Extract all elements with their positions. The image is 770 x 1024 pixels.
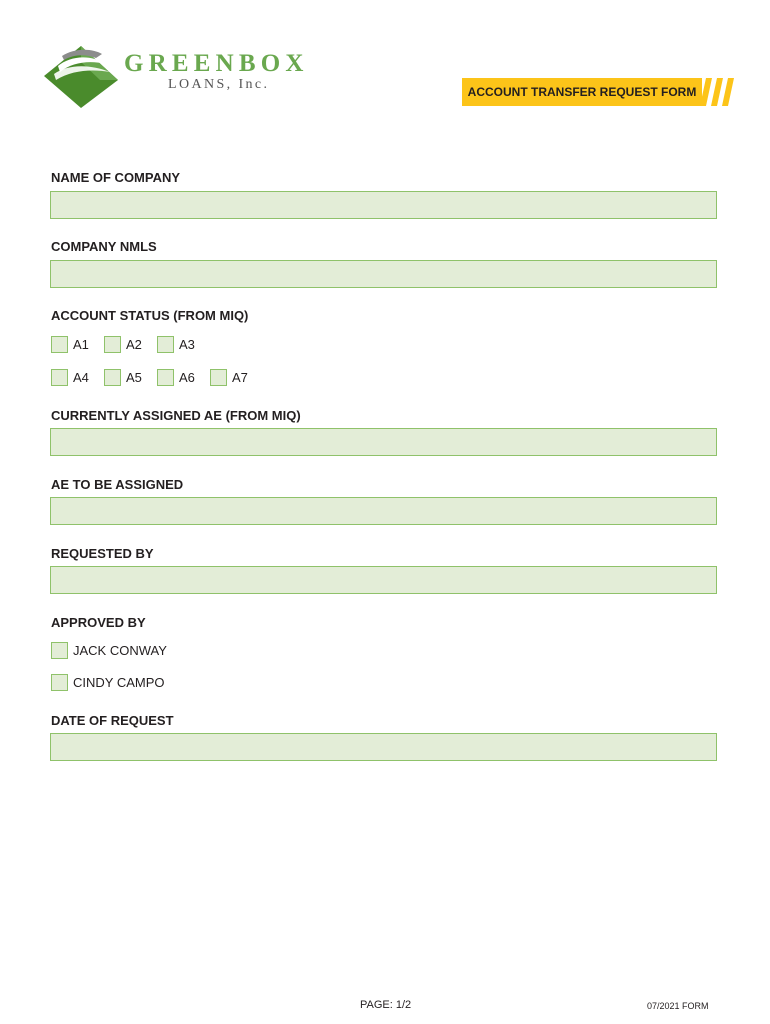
status-option-a2[interactable] [104,336,147,353]
current-ae-field[interactable] [50,428,717,456]
status-option-a5[interactable] [104,369,147,386]
approver-row-jack [51,640,177,660]
form-code: 07/2021 FORM [647,1001,709,1011]
account-status-label: ACCOUNT STATUS (FROM MIQ) [51,308,249,323]
company-name-field[interactable] [50,191,717,219]
date-of-request-field[interactable] [50,733,717,761]
approver-option-cindy-campo[interactable] [51,674,165,691]
status-a4-checkbox[interactable] [51,369,68,386]
banner-stripes-icon [700,78,734,106]
company-nmls-field[interactable] [50,260,717,288]
page-number: PAGE: 1/2 [360,999,412,1011]
company-nmls-label: COMPANY NMLS [51,239,157,254]
status-a1-label: A1 [73,336,89,352]
approver-row-cindy [51,672,175,692]
form-title-banner: ACCOUNT TRANSFER REQUEST FORM [462,78,702,106]
greenbox-logo-icon [40,42,122,110]
status-a1-checkbox[interactable] [51,336,68,353]
brand-subtitle: LOANS, Inc. [168,77,270,92]
cindy-campo-checkbox[interactable] [51,674,68,691]
status-option-a7[interactable] [210,369,253,386]
new-ae-field[interactable] [50,497,717,525]
status-a7-checkbox[interactable] [210,369,227,386]
account-status-row-2 [51,367,263,387]
company-name-label: NAME OF COMPANY [51,170,181,185]
status-option-a6[interactable] [157,369,200,386]
status-option-a1[interactable] [51,336,94,353]
status-a3-label: A3 [179,336,195,352]
status-a5-label: A5 [126,369,142,385]
account-status-row-1 [51,334,210,354]
greenbox-logo [40,40,330,112]
status-a2-checkbox[interactable] [104,336,121,353]
status-a6-checkbox[interactable] [157,369,174,386]
status-a6-label: A6 [179,369,195,385]
approved-by-label: APPROVED BY [51,615,146,630]
current-ae-label: CURRENTLY ASSIGNED AE (FROM MIQ) [51,408,301,423]
status-a3-checkbox[interactable] [157,336,174,353]
status-a2-label: A2 [126,336,142,352]
requested-by-label: REQUESTED BY [51,546,154,561]
status-option-a4[interactable] [51,369,94,386]
approver-option-jack-conway[interactable] [51,642,167,659]
date-of-request-label: DATE OF REQUEST [51,713,174,728]
jack-conway-label: JACK CONWAY [73,642,167,658]
status-option-a3[interactable] [157,336,200,353]
status-a5-checkbox[interactable] [104,369,121,386]
brand-name: GREENBOX [124,50,309,77]
requested-by-field[interactable] [50,566,717,594]
cindy-campo-label: CINDY CAMPO [73,674,165,690]
new-ae-label: AE TO BE ASSIGNED [51,477,184,492]
jack-conway-checkbox[interactable] [51,642,68,659]
status-a4-label: A4 [73,369,89,385]
status-a7-label: A7 [232,369,248,385]
